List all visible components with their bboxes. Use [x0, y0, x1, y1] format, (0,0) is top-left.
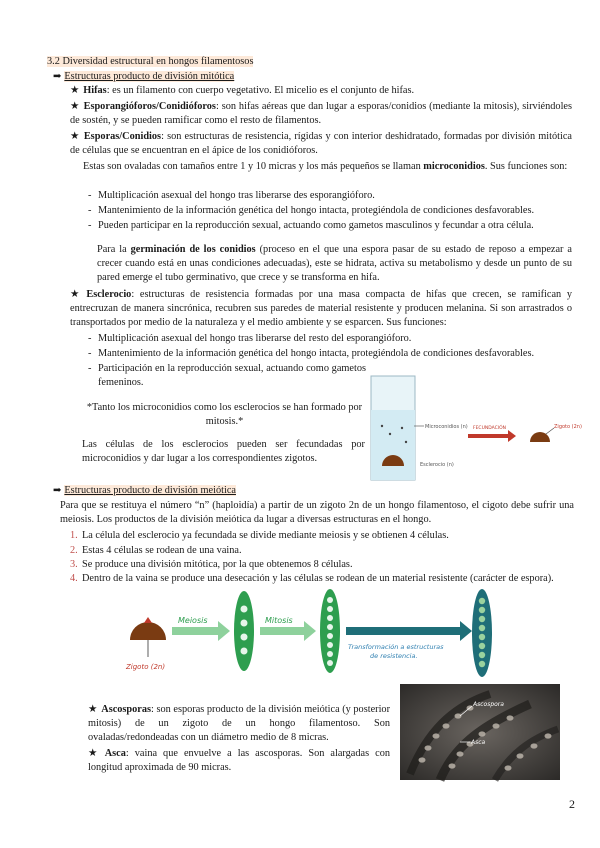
esporangioforos-item [70, 100, 572, 128]
microconidio-dot [401, 427, 403, 429]
note: *Tanto los microconidios como los esclerocios se han formado por mitosis.* [86, 402, 363, 427]
meiotic-step-1 [70, 529, 574, 543]
microconidios-label: Microconidios (n) [425, 424, 468, 430]
fecundacion-arrow-icon [468, 430, 516, 442]
germinacion-paragraph [97, 243, 572, 285]
microconidio-dot [405, 441, 407, 443]
esclerocio-item [70, 288, 572, 330]
meiotic-step-2 [70, 544, 574, 558]
esclerocio-label: Esclerocio (n) [420, 462, 454, 468]
esporas-size-paragraph [83, 160, 572, 174]
asca-text: : vaina que envuelve a las ascosporas. Son alargadas con longitud aproximada de 90 micras. [88, 748, 390, 773]
func2-text: Mantenimiento de la información genética del hongo intacta, protegiéndola de condiciones desfavorables. [98, 205, 535, 216]
func-item-1: - Multiplicación asexual del hongo tras liberarse des esporangióforo. [88, 190, 375, 201]
transform-label-1: Transformación a estructuras [348, 643, 444, 651]
esporas-term: Esporas/Conidios [83, 131, 162, 142]
zigoto-label: Zigoto (2n) [126, 663, 166, 671]
efunc-item-1: - Multiplicación asexual del hongo tras liberarse del resto del esporangióforo. [88, 333, 412, 344]
meiosis-label: Meiosis [178, 616, 208, 625]
star-bullet-icon: ★ [70, 131, 80, 142]
fecundation-illustration [368, 370, 582, 485]
star-bullet-icon: ★ [88, 748, 101, 759]
step-number: 2. [70, 545, 78, 556]
func1-text: Multiplicación asexual del hongo tras liberarse des esporangióforo. [98, 190, 375, 201]
step-text: Dentro de la vaina se produce una desecación y las células se rodean de un material resistente (carácter de espora). [82, 573, 554, 584]
microconidio-dot [381, 425, 383, 427]
esporangioforos-text: : son hifas aéreas que dan lugar a esporas/conidios (mediante la mitosis), sirviéndoles de sostén, y se pueden ramificar como el resto de filamentos. [70, 101, 573, 126]
meiotic-intro: Para que se restituya el número “n” (haploidía) a partir de un zigoto 2n de un hongo filamentoso, el cigoto debe sufrir una meiosis. Los productos de la división meiótica da lugar a diversas estructuras en el hongo. [60, 500, 574, 525]
zigoto-marker-icon [144, 617, 152, 623]
mitotic-heading-row [53, 70, 353, 84]
meiotic-heading-row [53, 484, 353, 498]
func-item-3: - Pueden participar en la reproducción sexual, actuando como gametos masculinos y fecundar a otra célula. [88, 220, 534, 231]
star-bullet-icon: ★ [70, 85, 80, 96]
closing-paragraph: Las células de los esclerocios pueden ser fecundadas por microconidios y dar lugar a los correspondientes zigotos. [82, 439, 365, 464]
photo-label-asca: Asca [471, 739, 486, 746]
efunc1-text: Multiplicación asexual del hongo tras liberarse del resto del esporangióforo. [98, 333, 412, 344]
esporangioforos-term: Esporangióforos/Conidióforos [83, 101, 216, 112]
meiotic-step-4 [70, 572, 574, 586]
esclerocio-term: Esclerocio [86, 289, 132, 300]
transform-arrow-icon [346, 621, 472, 641]
microscope-photo [400, 684, 560, 780]
asca-term: Asca [104, 748, 126, 759]
efunc-item-2: - Mantenimiento de la información genética del hongo intacta, protegiéndola de condiciones desfavorables. [88, 348, 535, 359]
step-text: La célula del esclerocio ya fecundada se divide mediante meiosis y se obtienen 4 células. [82, 530, 449, 541]
meiotic-step-3 [70, 558, 574, 572]
size-text-a: Estas son ovaladas con tamaños entre 1 y 10 micras y los más pequeños se llaman [83, 161, 424, 172]
efunc2-text: Mantenimiento de la información genética del hongo intacta, protegiéndola de condiciones desfavorables. [98, 348, 535, 359]
beaker-water [371, 410, 415, 480]
efunc3-text: Participación en la reproducción sexual, actuando como gametos femeninos. [98, 363, 366, 388]
zigoto-label: Zigoto (2n) [554, 424, 582, 430]
asca-item [88, 747, 390, 775]
star-bullet-icon: ★ [70, 101, 80, 112]
hifas-term: Hifas [83, 85, 107, 96]
hifas-text: : es un filamento con cuerpo vegetativo. El micelio es el conjunto de hifas. [106, 85, 415, 96]
ascosporas-text: : son esporas producto de la división meiótica (y posterior mitosis) de un zigoto de un hongo filamentoso. Son ovaladas/redondeadas con un diámetro medio de 8 micras. [88, 704, 391, 743]
process-diagram [120, 585, 520, 690]
esporas-item [70, 130, 572, 158]
germ-text-b: (proceso en el que una espora pasar de su estado de reposo a empezar a crecer cuando está en unas condiciones adecuadas), este se hidrata, activa su metabolismo y desde un punto de su pared emerge el tubo germinativo, que crece y se transforma en hifa. [97, 244, 572, 283]
page-number: 2 [569, 797, 575, 811]
efunc-item-3: - Participación en la reproducción sexual, actuando como gametos femeninos. [88, 363, 366, 388]
section-title: 3.2 Diversidad estructural en hongos filamentosos [47, 56, 254, 67]
microconidio-dot [389, 433, 391, 435]
germinacion-term: germinación de los conidios [130, 244, 256, 255]
ascosporas-term: Ascosporas [101, 704, 152, 715]
star-bullet-icon: ★ [70, 289, 83, 300]
step-number: 1. [70, 530, 78, 541]
transform-label-2: de resistencia. [370, 652, 418, 660]
photo-label-ascospora: Ascospora [473, 701, 504, 708]
func3-text: Pueden participar en la reproducción sexual, actuando como gametos masculinos y fecundar a otra célula. [98, 220, 534, 231]
arrow-bullet-icon: ➡ [53, 485, 62, 496]
mitosis-label: Mitosis [265, 616, 293, 625]
microconidios-term: microconidios [423, 161, 485, 172]
mitotic-heading: Estructuras producto de división mitótica [64, 71, 235, 82]
step-number: 3. [70, 559, 78, 570]
step-number: 4. [70, 573, 78, 584]
esporas-text: : son estructuras de resistencia, rígidas y con interior deshidratado, formadas por división mitótica de células que se encuentran en el ápice de los conidióforos. [70, 131, 572, 156]
hifas-item [70, 84, 572, 98]
fecundacion-label: FECUNDACIÓN [473, 426, 506, 431]
germ-text-a: Para la [97, 244, 131, 255]
ascosporas-item [88, 703, 390, 745]
step-text: Se produce una división mitótica, por la que obtenemos 8 células. [82, 559, 353, 570]
step-text: Estas 4 células se rodean de una vaina. [82, 545, 242, 556]
arrow-bullet-icon: ➡ [53, 71, 62, 82]
func-item-2: - Mantenimiento de la información genética del hongo intacta, protegiéndola de condiciones desfavorables. [88, 205, 535, 216]
meiotic-heading: Estructuras producto de división meiótica [64, 485, 236, 496]
asca-4-cells-icon [234, 591, 254, 671]
esclerocio-text: : estructuras de resistencia formadas por una masa compacta de hifas que crecen, se ramifican y entrecruzan de manera sincrónica, recubren sus paredes de material resistente y producen melanina. Si son arrastrados o transportados por medio de la naturaleza y el medio ambiente y se esparcen. Sus funciones: [70, 289, 572, 328]
star-bullet-icon: ★ [88, 704, 98, 715]
zigoto-icon [130, 622, 166, 640]
size-text-b: . Sus funciones son: [484, 161, 568, 172]
